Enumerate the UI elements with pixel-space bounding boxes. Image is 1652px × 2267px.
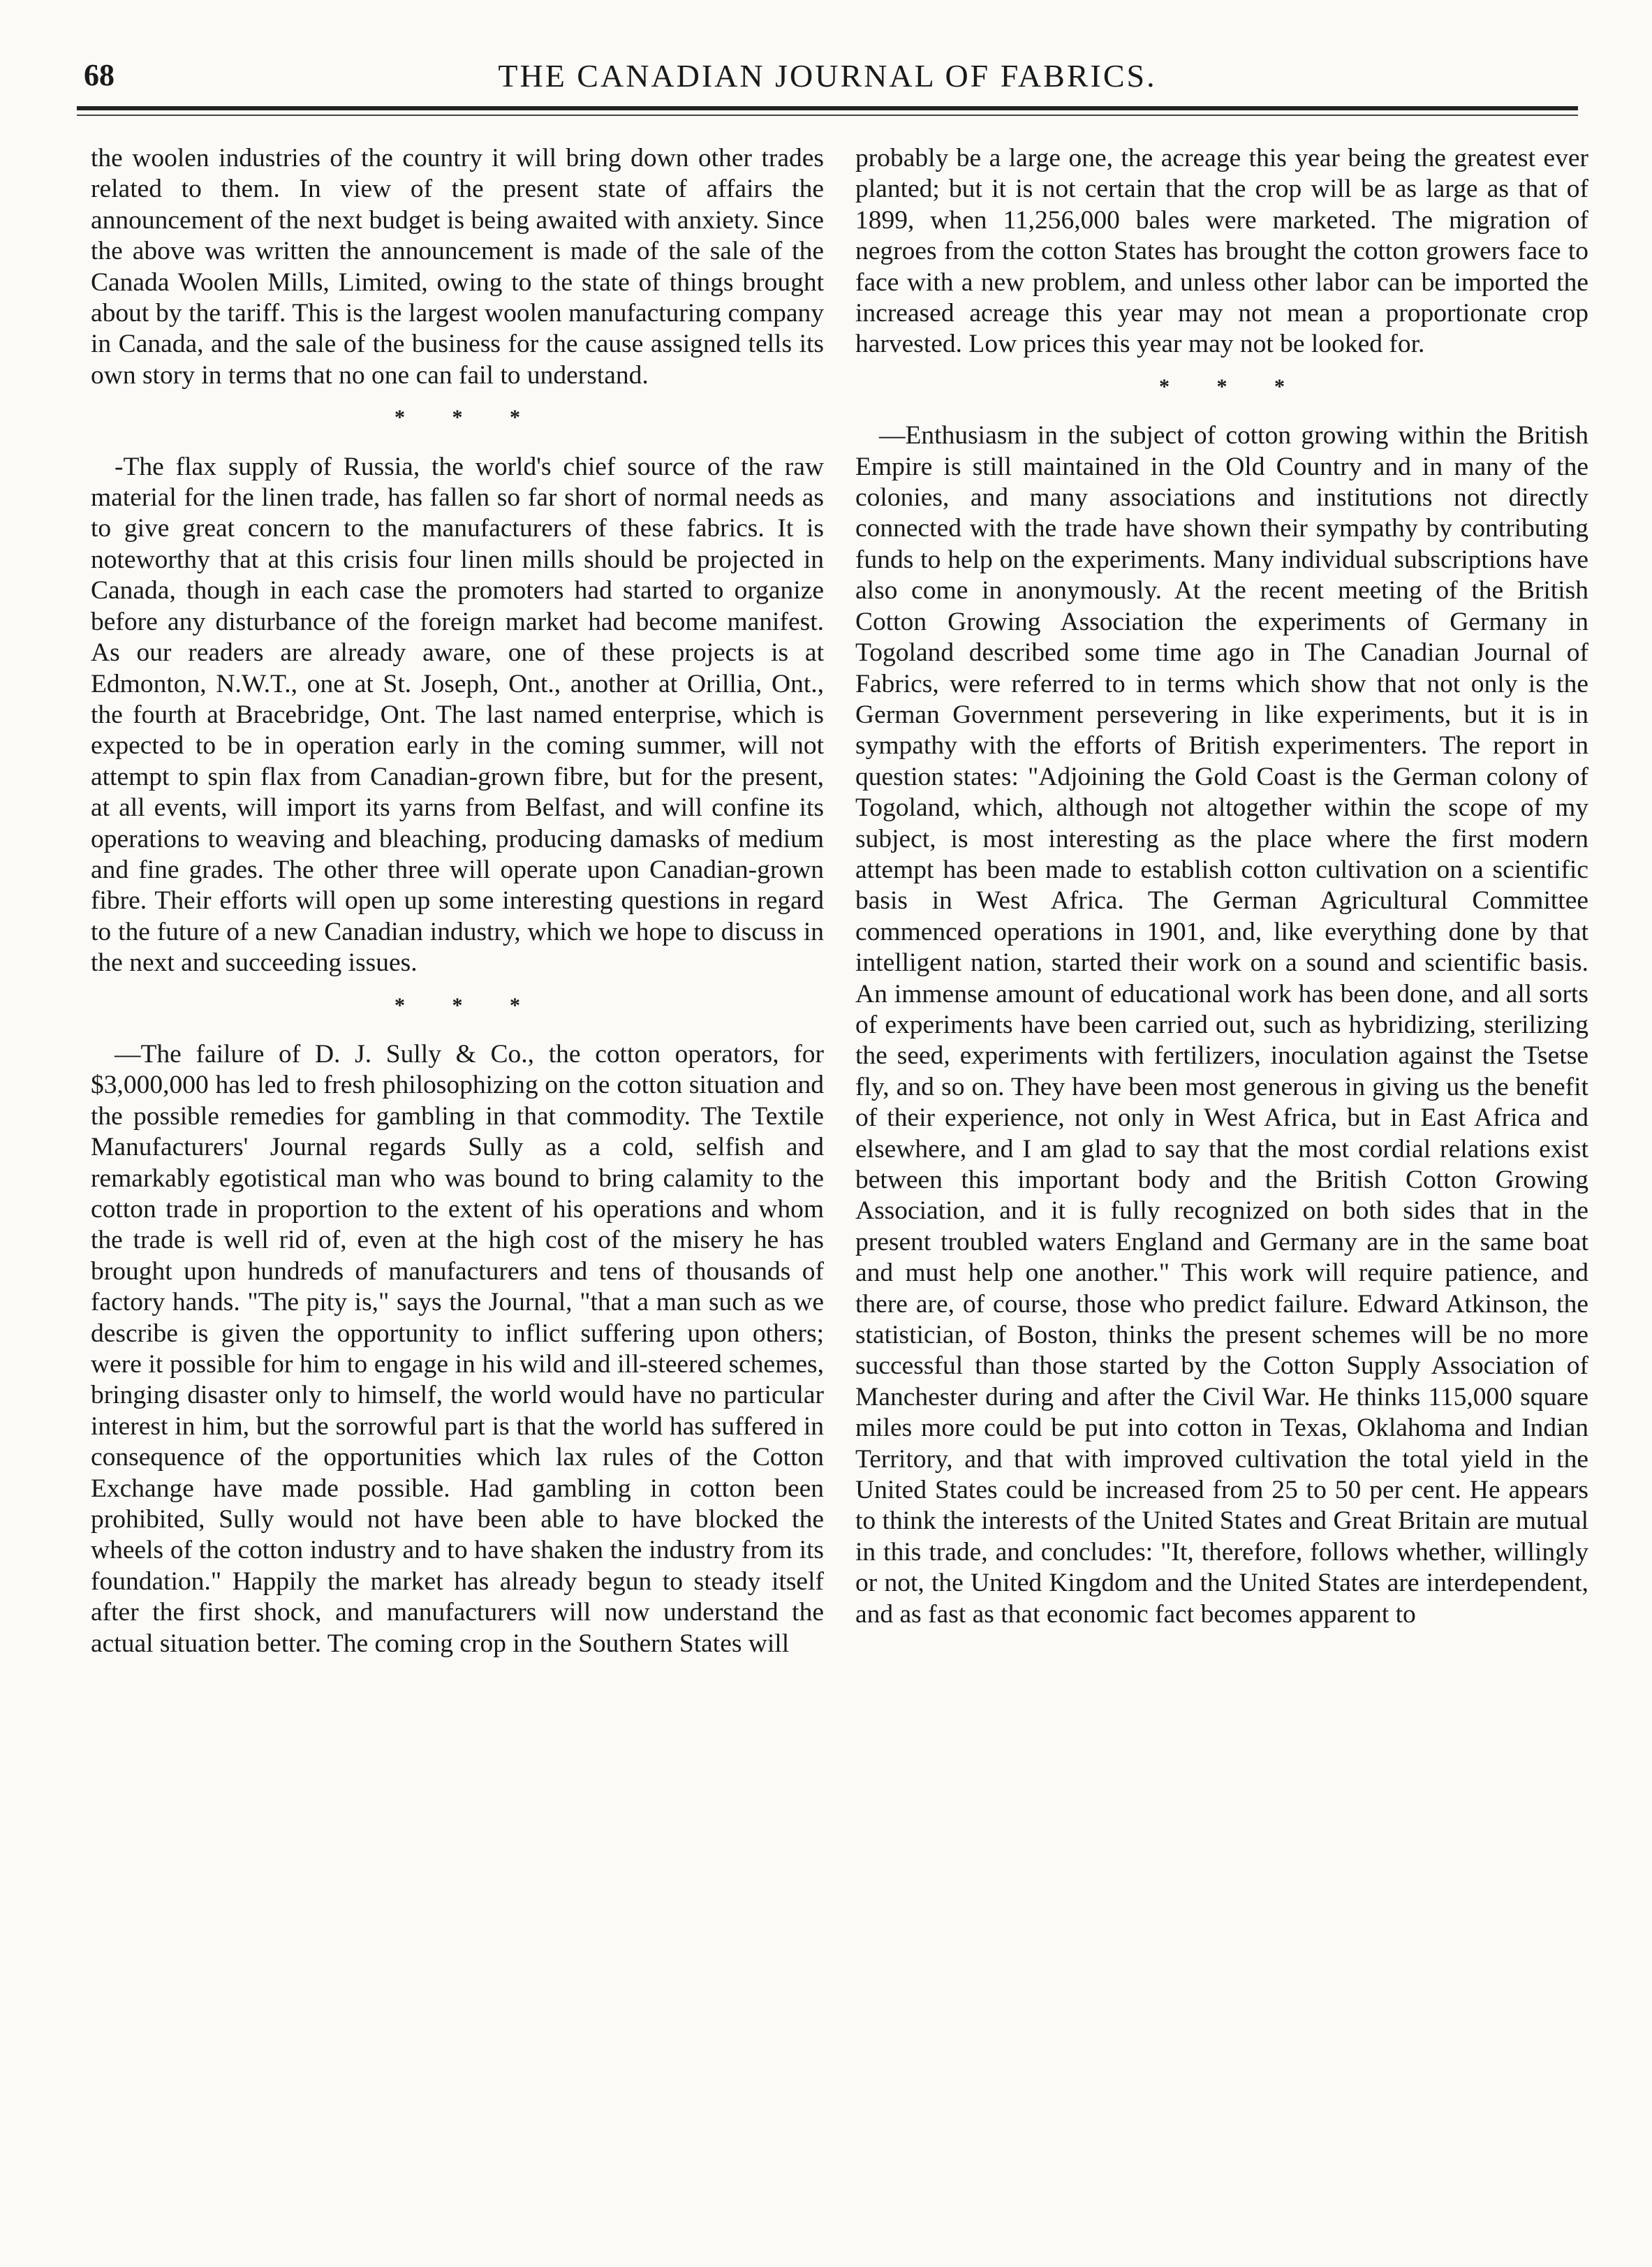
right-paragraph-enthusiasm: —Enthusiasm in the subject of cotton growing within the British Empire is still maintained in the Old Country and in many of the colonies, and many associations and institutions not directly connected with the trade have shown their sympathy by contributing funds to help on the experiments. Many individual subscriptions have also come in anonymously. At the recent meeting of the British Cotton Growing Association the experiments of Germany in Togoland described some time ago in The Canadian Journal of Fabrics, were referred to in terms which show that not only is the German Government persevering in like experiments, but it is in sympathy with the efforts of British experimenters. The report in question states: "Adjoining the Gold Coast is the German colony of Togoland, which, although not altogether within the scope of my subject, is most interesting as the place where the first modern attempt has been made to establish cotton cultivation on a scientific basis in West Africa. The German Agricultural Committee commenced operations in 1901, and, like everything done by that intelligent nation, started their work on a sound and scientific basis. An immense amount of educational work has been done, and all sorts of experiments have been carried out, such as hybridizing, sterilizing the seed, experiments with fertilizers, inoculation against the Tsetse fly, and so on. They have been most generous in giving us the benefit of their experience, not only in West Africa, but in East Africa and elsewhere, and I am glad to say that the most cordial relations exist between this important body and the British Cotton Growing Association, and it is fully recognized on both sides that in the present troubled waters England and Germany are in the same boat and must help one another." This work will require patience, and there are, of course, those who predict failure. Edward Atkinson, the statistician, of Boston, thinks the present schemes will be no more successful than those started by the Cotton Supply Association of Manchester during and after the Civil War. He thinks 115,000 square miles more could be put into cotton in Texas, Oklahoma and Indian Territory, and that with improved cultivation the total yield in the United States could be increased from 25 to 50 per cent. He appears to think the interests of the United States and Great Britain are mutual in this trade, and concludes: "It, therefore, follows whether, willingly or not, the United Kingdom and the United States are interdependent, and as fast as that economic fact becomes apparent to	[855, 421, 1588, 1629]
left-paragraph-sully: —The failure of D. J. Sully & Co., the cotton operators, for $3,000,000 has led to fresh philosophizing on the cotton situation and the possible remedies for gambling in that commodity. The Textile Manufacturers' Journal regards Sully as a cold, selfish and remarkably egotistical man who was bound to bring calamity to the cotton trade in proportion to the extent of his operations and whom the trade is well rid of, even at the high cost of the misery he has brought upon hundreds of manufacturers and tens of thousands of factory hands. "The pity is," says the Journal, "that a man such as we describe is given the opportunity to inflict suffering upon others; were it possible for him to engage in his wild and ill-steered schemes, bringing disaster only to himself, the world would have no particular interest in him, but the sorrowful part is that the world has suffered in consequence of the opportunities which lax rules of the Cotton Exchange have made possible. Had gambling in cotton been prohibited, Sully would not have been able to have blocked the wheels of the cotton industry and to have shaken the industry from its foundation." Happily the market has already begun to steady itself after the first shock, and manufacturers will now understand the actual situation better. The coming crop in the Southern States will	[91, 1039, 824, 1658]
right-column	[855, 143, 1588, 1630]
journal-title: THE CANADIAN JOURNAL OF FABRICS.	[498, 58, 1157, 94]
section-separator: * * *	[394, 406, 541, 430]
header-rule-thick	[77, 106, 1578, 110]
left-paragraph-flax: -The flax supply of Russia, the world's chief source of the raw material for the linen trade, has fallen so far short of normal needs as to give great concern to the manufacturers of these fabrics. It is noteworthy that at this crisis four linen mills should be projected in Canada, though in each case the promoters had started to organize before any disturbance of the foreign market had become manifest. As our readers are already aware, one of these projects is at Edmonton, N.W.T., one at St. Joseph, Ont., another at Orillia, Ont., the fourth at Bracebridge, Ont. The last named enterprise, which is expected to be in operation early in the coming summer, will not attempt to spin flax from Canadian-grown fibre, but for the present, at all events, will import its yarns from Belfast, and will confine its operations to weaving and bleaching, producing damasks of medium and fine grades. The other three will operate upon Canadian-grown fibre. Their efforts will open up some interesting questions in regard to the future of a new Canadian industry, which we hope to discuss in the next and succeeding issues.	[91, 452, 824, 978]
section-separator: * * *	[1159, 374, 1306, 398]
page-header	[77, 57, 1578, 106]
section-separator: * * *	[394, 993, 541, 1017]
page-number: 68	[84, 58, 115, 92]
header-rule-thin	[77, 115, 1578, 116]
left-column	[91, 143, 824, 1659]
right-paragraph-crop: probably be a large one, the acreage this year being the greatest ever planted; but it is not certain that the crop will be as large as that of 1899, when 11,256,000 bales were marketed. The migration of negroes from the cotton States has brought the cotton growers face to face with a new problem, and unless other labor can be imported the increased acreage this year may not mean a proportionate crop harvested. Low prices this year may not be looked for.	[855, 144, 1588, 359]
left-paragraph-woolen: the woolen industries of the country it will bring down other trades related to them. In view of the present state of affairs the announcement of the next budget is being awaited with anxiety. Since the above was written the announcement is made of the sale of the Canada Woolen Mills, Limited, owing to the state of things brought about by the tariff. This is the largest woolen manufacturing company in Canada, and the sale of the business for the cause assigned tells its own story in terms that no one can fail to understand.	[91, 144, 824, 390]
